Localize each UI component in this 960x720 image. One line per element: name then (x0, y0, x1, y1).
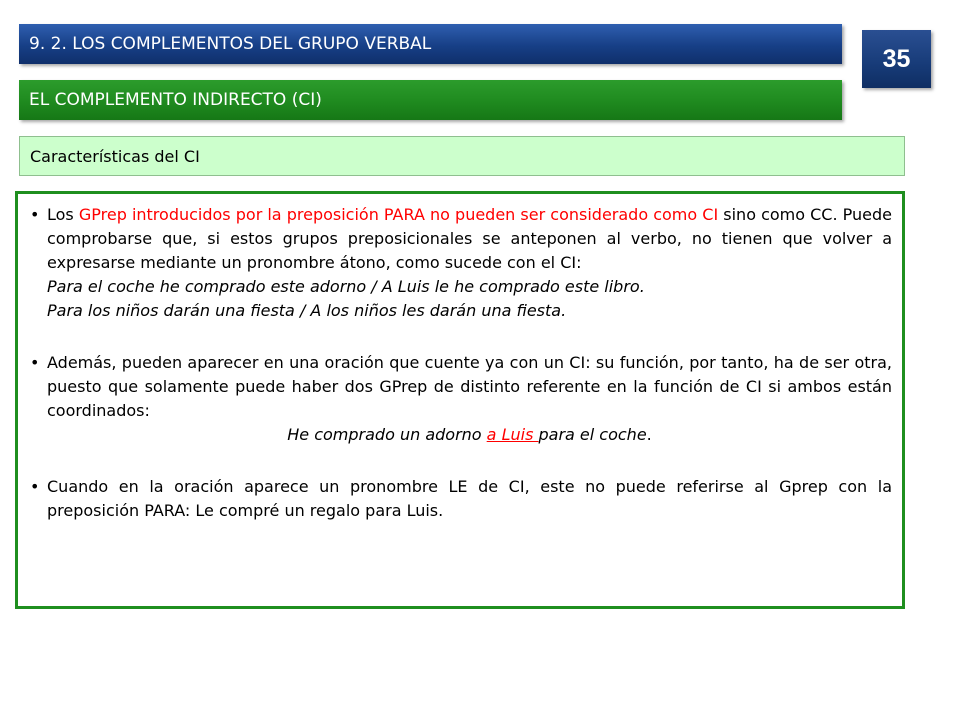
bullet-dot: • (30, 205, 40, 224)
bullet-text-after-highlight: sino como CC. Puede comprobarse que, si estos grupos preposicionales se anteponen al verbo, no tienen que volver a expresarse mediante un pronombre átono, como sucede con el CI: (47, 205, 893, 272)
example-period: . (646, 425, 652, 444)
page-number-badge (862, 30, 931, 88)
page-number: 35 (882, 44, 911, 73)
section-title: EL COMPLEMENTO INDIRECTO (CI) (29, 90, 322, 110)
bullet-text-before-highlight: Los (47, 205, 79, 224)
bullet-item-le-pronoun (28, 475, 892, 523)
bullet-dot: • (30, 477, 40, 496)
bullet-item-coordinated-ci (28, 351, 892, 447)
example-text-before: He comprado un adorno (287, 425, 487, 444)
subtitle-box (19, 136, 905, 176)
bullet-item-para-cc (28, 203, 892, 323)
bullet-paragraph: Además, pueden aparecer en una oración que cuente ya con un CI: su función, por tanto, ha de ser otra, puesto que solamente puede haber dos GPrep de distinto referente en la función de CI si ambos están coordinados: (47, 353, 892, 420)
bullet-dot: • (30, 353, 40, 372)
example-sentence-3 (47, 423, 892, 447)
section-title-bar (19, 80, 842, 120)
bullet-paragraph (47, 203, 892, 275)
bullet-paragraph: Cuando en la oración aparece un pronombre LE de CI, este no puede referirse al Gprep con la preposición PARA: Le compré un regalo para Luis. (47, 477, 892, 520)
chapter-title: 9. 2. LOS COMPLEMENTOS DEL GRUPO VERBAL (29, 34, 432, 54)
example-text-after: para el coche (538, 425, 647, 444)
subtitle-text: Características del CI (30, 146, 200, 166)
example-sentence-1: Para el coche he comprado este adorno / A Luis le he comprado este libro. (47, 277, 645, 296)
content-box (15, 191, 905, 609)
chapter-title-bar (19, 24, 842, 64)
example-highlight: a Luis (486, 425, 539, 444)
example-sentence-2: Para los niños darán una fiesta / A los niños les darán una fiesta. (47, 301, 567, 320)
spacer (28, 447, 892, 475)
highlighted-text: GPrep introducidos por la preposición PARA no pueden ser considerado como CI (78, 205, 719, 224)
spacer (28, 323, 892, 351)
